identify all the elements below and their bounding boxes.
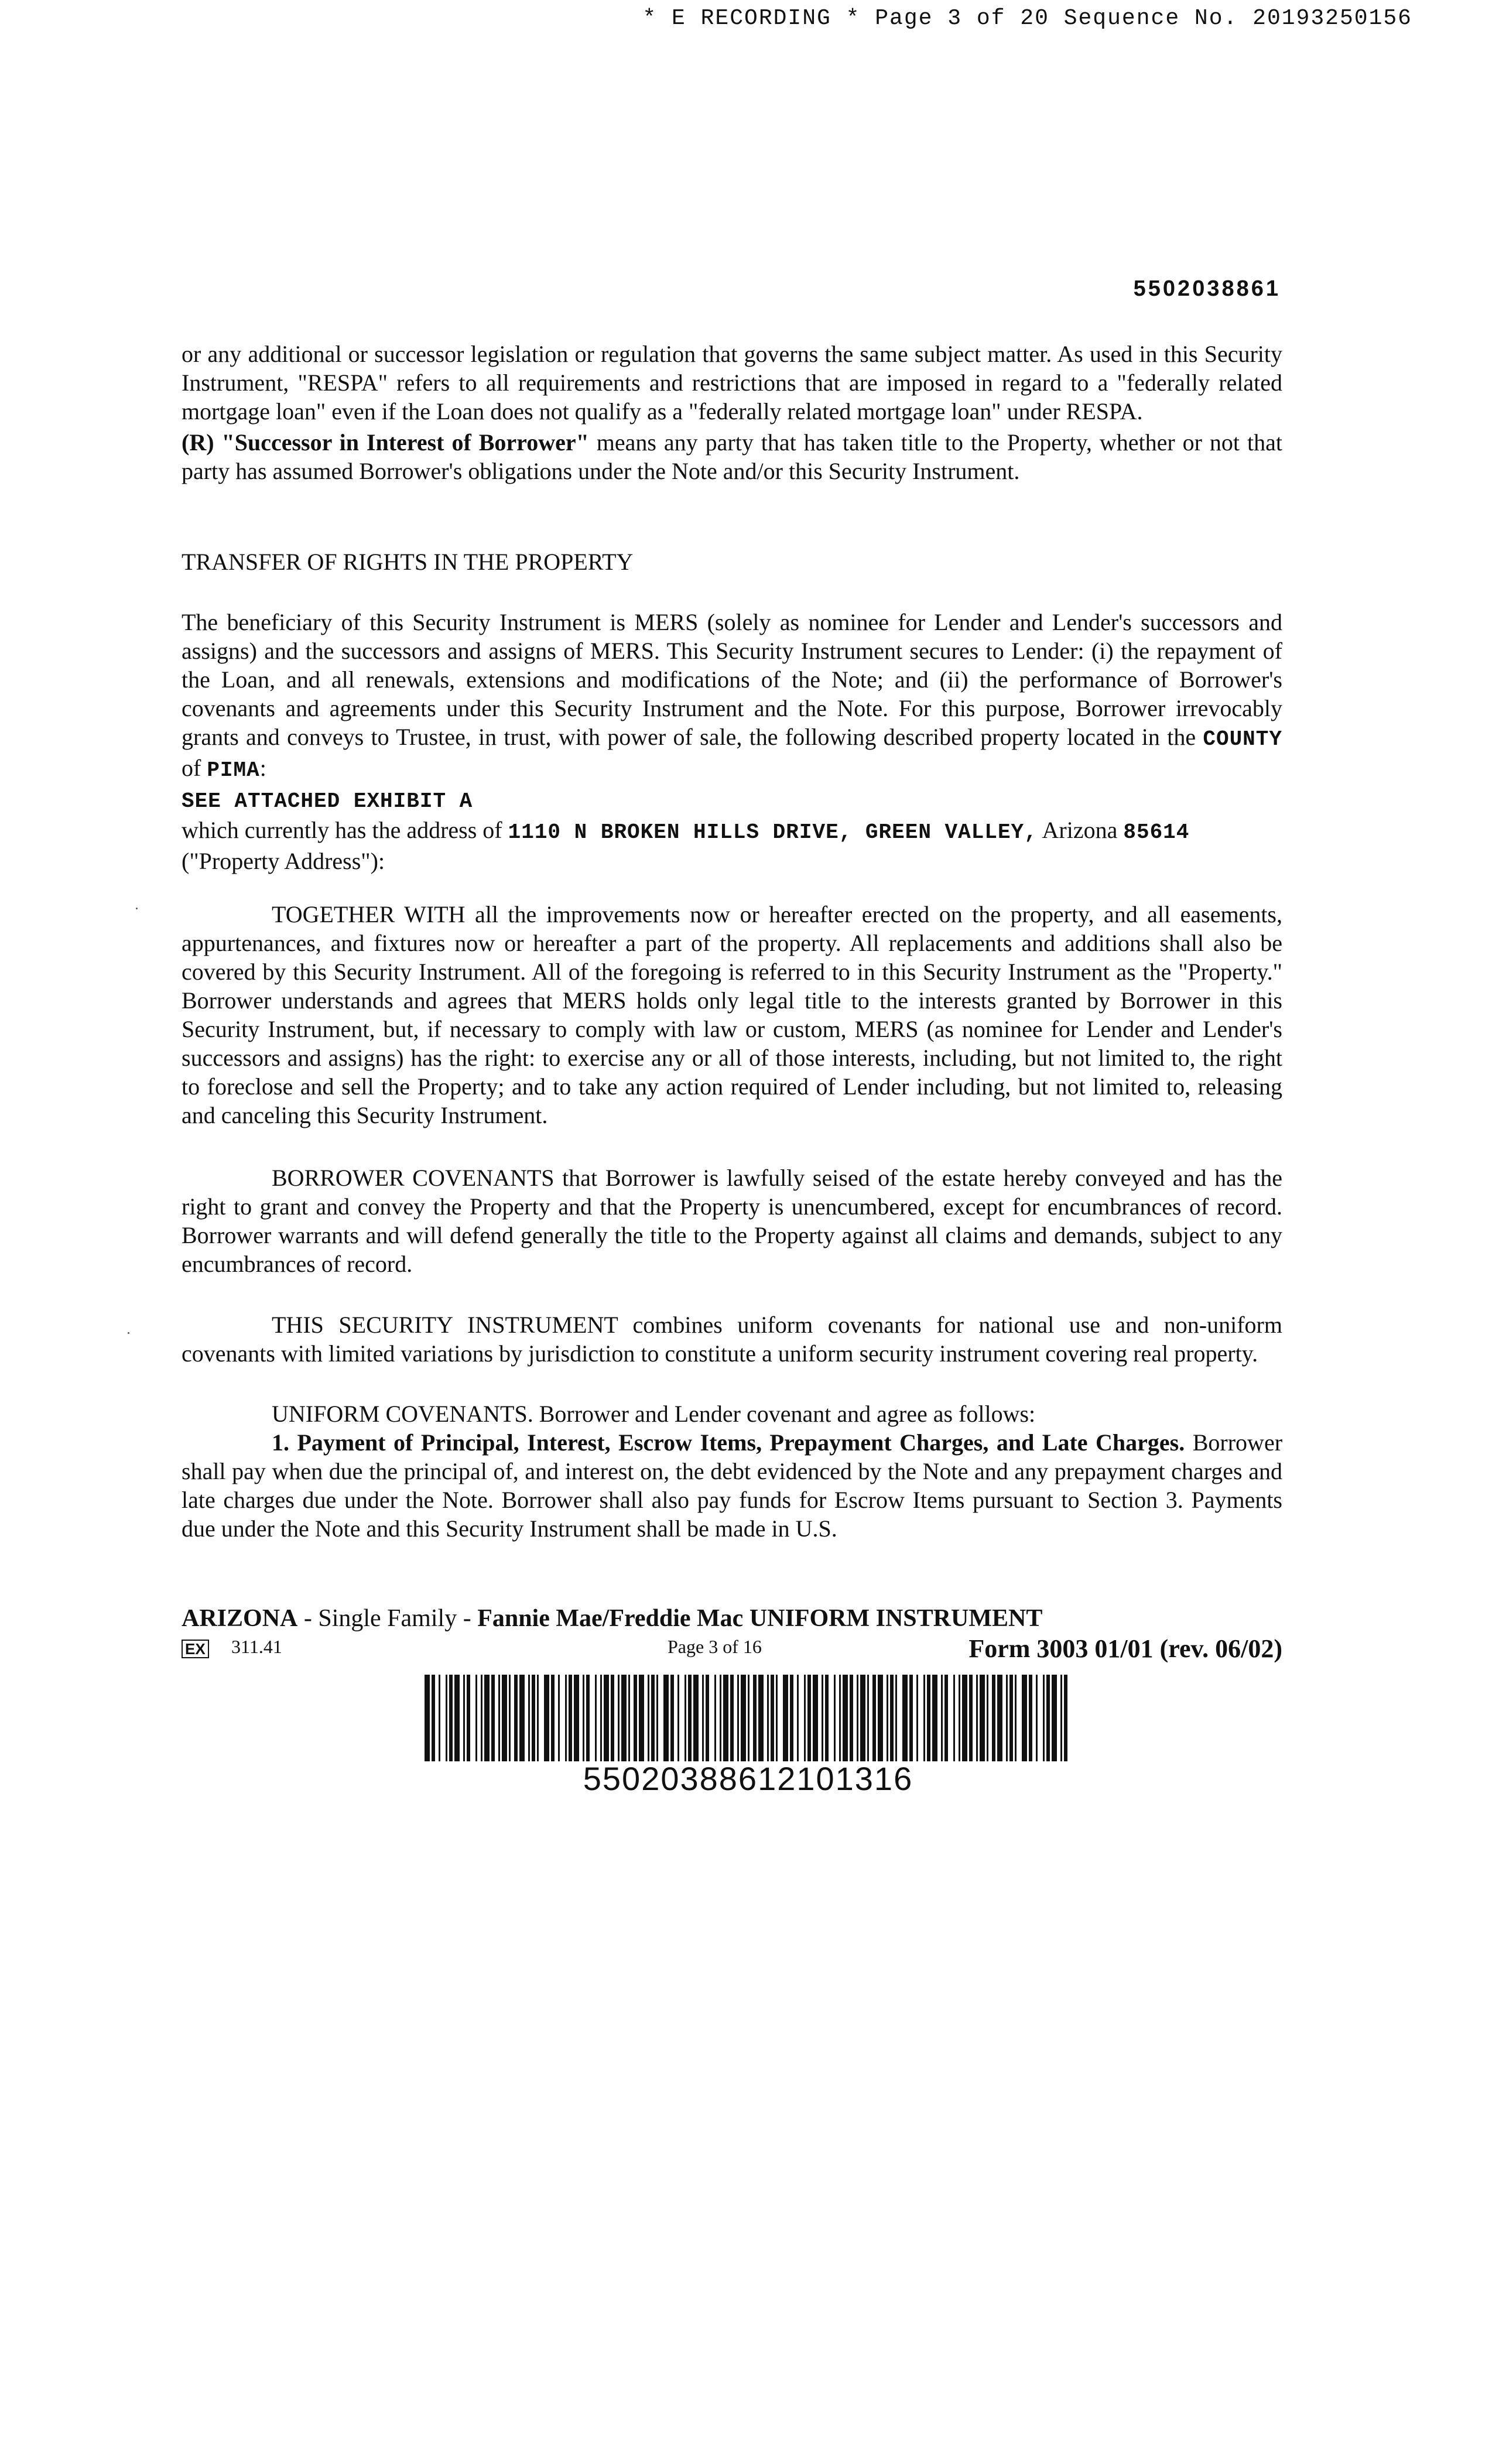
barcode-bar	[790, 1675, 793, 1761]
barcode-bar	[467, 1675, 470, 1761]
form-code: 311.41	[231, 1636, 282, 1657]
barcode-bar	[1015, 1675, 1017, 1761]
barcode-bar	[491, 1675, 495, 1761]
barcode-bar	[850, 1675, 853, 1761]
barcode-bar	[822, 1675, 823, 1761]
barcode-bar	[670, 1675, 674, 1761]
barcode-bar	[987, 1675, 988, 1761]
exhibit-line	[182, 785, 1282, 816]
barcode-bar	[628, 1675, 630, 1761]
property-zip: 85614	[1123, 820, 1190, 844]
loan-number: 5502038861	[1133, 276, 1281, 301]
barcode-bar	[475, 1675, 477, 1761]
scan-speck	[136, 908, 138, 909]
barcode-bar	[843, 1675, 848, 1761]
barcode-bar	[895, 1675, 897, 1761]
barcode-number: 55020388612101316	[583, 1760, 913, 1797]
barcode-bar	[813, 1675, 818, 1761]
barcode-bar	[797, 1675, 799, 1761]
barcode-bar	[953, 1675, 955, 1761]
barcode-bar	[595, 1675, 597, 1761]
barcode-bar	[962, 1675, 967, 1761]
barcode-bar	[528, 1675, 530, 1761]
barcode-bar	[834, 1675, 836, 1761]
barcode-bar	[1006, 1675, 1008, 1761]
barcode-bar	[688, 1675, 692, 1761]
document-body	[182, 340, 1282, 485]
barcode-bar	[600, 1675, 602, 1761]
barcode-bar	[860, 1675, 865, 1761]
barcode-bar	[509, 1675, 511, 1761]
barcode-bar	[909, 1675, 913, 1761]
barcode-bar	[783, 1675, 788, 1761]
transfer-section	[182, 547, 1282, 576]
barcode-bar	[771, 1675, 774, 1761]
barcode-bar	[519, 1675, 525, 1761]
barcode-bar	[807, 1675, 811, 1761]
barcode-bar	[944, 1675, 948, 1761]
borrower-covenants-paragraph: BORROWER COVENANTS that Borrower is lawfully seised of the estate hereby conveyed and has the right to grant and convey the Property and that the Property is unencumbered, except for encumbrances of record. Borrower warrants and will defend generally the title to the Property against all claims and demands, subject to any encumbrances of record.	[182, 1165, 1282, 1277]
successor-text: means any party that has taken title to the Property, whether or not that party has assumed Borrower's obligations under the Note and/or this Security Instrument.	[182, 429, 1282, 484]
footer-line	[182, 1634, 1282, 1664]
barcode-bar	[741, 1675, 746, 1761]
barcode-bar	[639, 1675, 644, 1761]
barcode-bar	[916, 1675, 918, 1761]
barcode-bar	[1046, 1675, 1050, 1761]
barcode-bar	[663, 1675, 669, 1761]
transfer-heading: TRANSFER OF RIGHTS IN THE PROPERTY	[182, 549, 634, 575]
barcode-bar	[872, 1675, 876, 1761]
page-number: Page 3 of 16	[668, 1636, 762, 1657]
successor-term: (R) "Successor in Interest of Borrower"	[182, 429, 589, 456]
transfer-paragraph	[182, 608, 1282, 785]
recording-header: * E RECORDING * Page 3 of 20 Sequence No. 20193250156	[642, 6, 1412, 31]
barcode-bar	[611, 1675, 614, 1761]
footer-instrument: Fannie Mae/Freddie Mac UNIFORM INSTRUMENT	[477, 1605, 1043, 1632]
barcode-bar	[737, 1675, 739, 1761]
barcode-bar	[621, 1675, 627, 1761]
barcode-bar	[425, 1675, 430, 1761]
instrument-section	[182, 1310, 1282, 1368]
section-1-title: 1. Payment of Principal, Interest, Escrow Items, Prepayment Charges, and Late Charges.	[272, 1429, 1185, 1456]
barcode-bar	[685, 1675, 686, 1761]
barcode-bar	[758, 1675, 764, 1761]
barcode-bar	[1009, 1675, 1013, 1761]
barcode-bar	[878, 1675, 883, 1761]
transfer-text: The beneficiary of this Security Instrument is MERS (solely as nominee for Lender and Lender's successors and assigns) and the successors and assigns of MERS. This Security Instrument secures to Lender: (i) the repayment of the Loan, and all renewals, extensions and modifications of the Note; and (ii) the performance of Borrower's covenants and agreements under this Security Instrument and the Note. For this purpose, Borrower irrevocably grants and conveys to Trustee, in trust, with power of sale, the following described property located in the	[182, 609, 1282, 750]
barcode-bar	[551, 1675, 555, 1761]
barcode-bar	[484, 1675, 490, 1761]
barcode-bar	[980, 1675, 985, 1761]
barcode-bar	[648, 1675, 649, 1761]
barcode-bar	[446, 1675, 447, 1761]
barcode-bar	[902, 1675, 908, 1761]
barcode-bar	[730, 1675, 734, 1761]
together-paragraph: TOGETHER WITH all the improvements now or hereafter erected on the property, and all easements, appurtenances, and fixtures now or hereafter a part of the property. All replacements and additions shall also be covered by this Security Instrument. All of the foregoing is referred to in this Security Instrument as the "Property." Borrower understands and agrees that MERS holds only legal title to the interests granted by Borrower in this Security Instrument, but, if necessary to comply with law or custom, MERS (as nominee for Lender and Lender's successors and assigns) has the right: to exercise any or all of those interests, including, but not limited to, the right to foreclose and sell the Property; and to take any action required of Lender including, but not limited to, releasing and canceling this Security Instrument.	[182, 901, 1282, 1128]
barcode-bar	[932, 1675, 937, 1761]
barcode-bar	[702, 1675, 704, 1761]
barcode-bar	[514, 1675, 518, 1761]
barcode-bar	[618, 1675, 620, 1761]
of-text: of	[182, 755, 207, 781]
section-1-paragraph	[182, 1428, 1282, 1543]
barcode-bar	[439, 1675, 440, 1761]
barcode-bar	[1029, 1675, 1032, 1761]
security-instrument-paragraph: THIS SECURITY INSTRUMENT combines uniform covenants for national use and non-uniform covenants with limited variations by jurisdiction to constitute a uniform security instrument covering real property.	[182, 1312, 1282, 1367]
address-prefix: which currently has the address of	[182, 817, 508, 843]
covenants-section	[182, 1163, 1282, 1278]
barcode-bar	[586, 1675, 590, 1761]
barcode-bar	[1064, 1675, 1067, 1761]
barcode-bar	[839, 1675, 841, 1761]
barcode	[425, 1675, 1072, 1761]
barcode-bar	[565, 1675, 567, 1761]
barcode-bar	[767, 1675, 769, 1761]
barcode-bar	[753, 1675, 757, 1761]
barcode-bar	[997, 1675, 1002, 1761]
county-label: COUNTY	[1203, 727, 1282, 751]
barcode-bar	[927, 1675, 930, 1761]
barcode-bar	[693, 1675, 699, 1761]
barcode-bar	[1036, 1675, 1038, 1761]
barcode-bar	[1043, 1675, 1045, 1761]
property-state: Arizona	[1037, 817, 1124, 843]
barcode-bar	[574, 1675, 579, 1761]
barcode-bar	[804, 1675, 806, 1761]
address-line	[182, 816, 1282, 847]
respa-paragraph: or any additional or successor legislation or regulation that governs the same subject matter. As used in this Security Instrument, "RESPA" refers to all requirements and restrictions that are imposed in regard to a "federally related mortgage loan" even if the Loan does not qualify as a "federally related mortgage loan" under RESPA.	[182, 341, 1282, 425]
form-number: Form 3003 01/01 (rev. 06/02)	[968, 1634, 1282, 1663]
colon-text: :	[259, 755, 266, 781]
barcode-bar	[714, 1675, 716, 1761]
barcode-bar	[454, 1675, 460, 1761]
barcode-bar	[1052, 1675, 1057, 1761]
barcode-bar	[923, 1675, 925, 1761]
footer-title	[182, 1604, 1042, 1633]
successor-definition	[182, 428, 1282, 485]
barcode-bar	[867, 1675, 869, 1761]
barcode-bar	[776, 1675, 778, 1761]
barcode-bar	[959, 1675, 960, 1761]
barcode-bar	[1022, 1675, 1027, 1761]
county-name: PIMA	[207, 758, 260, 782]
exhibit-reference: SEE ATTACHED EXHIBIT A	[182, 789, 473, 813]
barcode-bar	[941, 1675, 943, 1761]
transfer-body	[182, 608, 1282, 875]
barcode-bar	[992, 1675, 995, 1761]
barcode-bar	[651, 1675, 655, 1761]
scan-speck	[128, 1332, 129, 1334]
uniform-covenants-intro: UNIFORM COVENANTS. Borrower and Lender covenant and agree as follows:	[272, 1401, 1036, 1427]
footer-state: ARIZONA	[182, 1605, 298, 1632]
footer-separator: - Single Family -	[297, 1605, 478, 1632]
barcode-bar	[706, 1675, 709, 1761]
barcode-bar	[502, 1675, 507, 1761]
barcode-bar	[432, 1675, 435, 1761]
barcode-bar	[604, 1675, 609, 1761]
barcode-bar	[857, 1675, 858, 1761]
barcode-bar	[537, 1675, 539, 1761]
uniform-covenants-section	[182, 1399, 1282, 1543]
barcode-bar	[969, 1675, 973, 1761]
barcode-bar	[825, 1675, 829, 1761]
ex-logo: EX	[182, 1640, 209, 1658]
barcode-bar	[634, 1675, 637, 1761]
barcode-bar	[1060, 1675, 1062, 1761]
barcode-bar	[748, 1675, 750, 1761]
barcode-bar	[720, 1675, 721, 1761]
together-section	[182, 900, 1282, 1130]
barcode-bar	[463, 1675, 465, 1761]
section-1-text: Borrower shall pay when due the principal of, and interest on, the debt evidenced by the Note and any prepayment charges and late charges due under the Note. Borrower shall also pay funds for Escrow Items pursuant to Section 3. Payments due under the Note and this Security Instrument shall be made in U.S.	[182, 1429, 1283, 1542]
barcode-bar	[583, 1675, 584, 1761]
barcode-bar	[976, 1675, 978, 1761]
barcode-bar	[677, 1675, 679, 1761]
barcode-bar	[498, 1675, 500, 1761]
barcode-bar	[449, 1675, 453, 1761]
barcode-bar	[481, 1675, 482, 1761]
barcode-bar	[723, 1675, 728, 1761]
barcode-bar	[532, 1675, 535, 1761]
property-address-label: ("Property Address"):	[182, 848, 385, 874]
barcode-bar	[544, 1675, 549, 1761]
barcode-bar	[887, 1675, 888, 1761]
barcode-bar	[558, 1675, 560, 1761]
barcode-bar	[656, 1675, 658, 1761]
property-street: 1110 N BROKEN HILLS DRIVE, GREEN VALLEY,	[508, 820, 1038, 844]
barcode-bar	[890, 1675, 894, 1761]
barcode-bar	[569, 1675, 572, 1761]
